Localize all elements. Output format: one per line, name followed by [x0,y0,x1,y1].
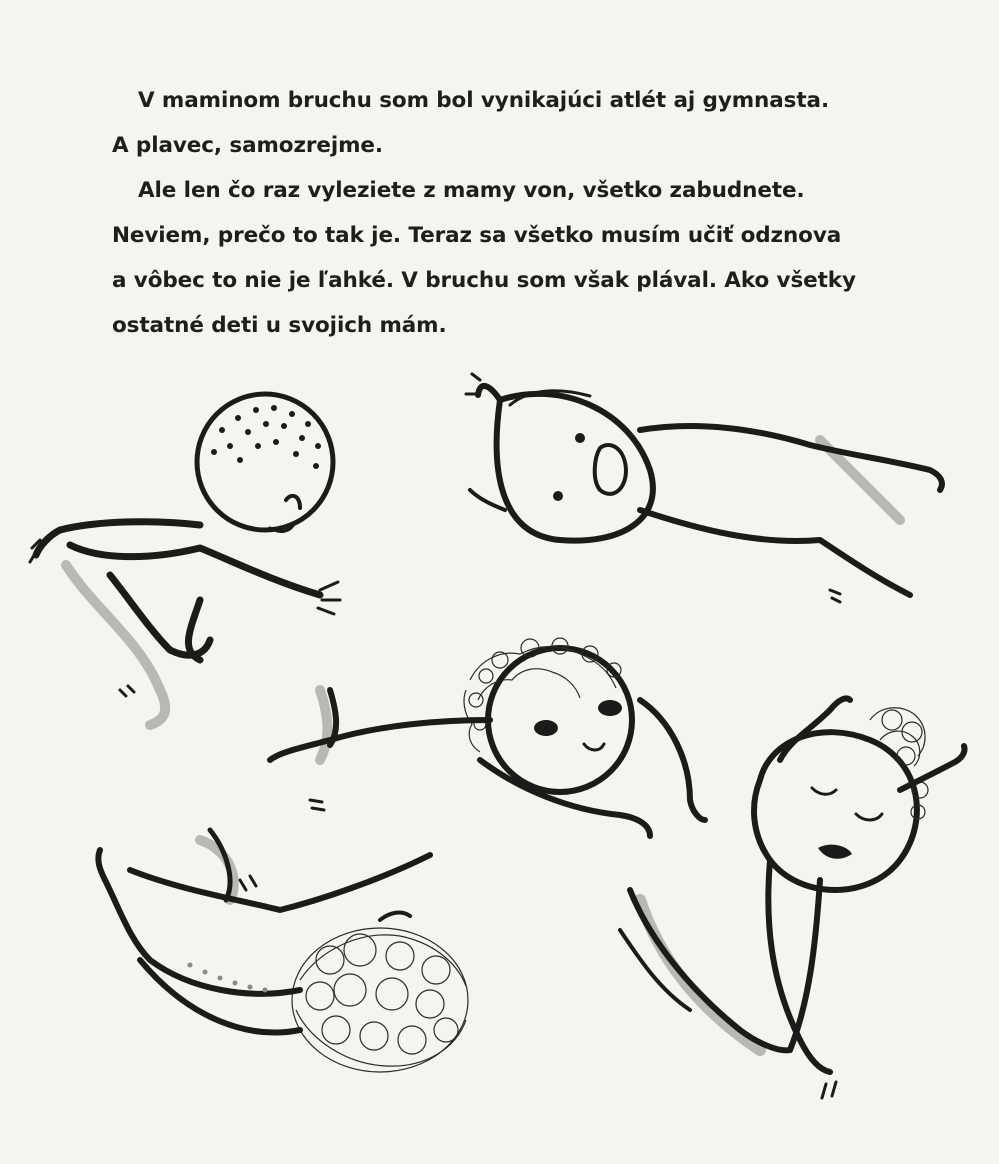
text-line: V maminom bruchu som bol vynikajúci atlét aj gymnasta. [138,88,830,113]
text-line: a vôbec to nie je ľahké. V bruchu som však plával. Ako všetky [112,268,856,293]
text-line: Neviem, prečo to tak je. Teraz sa všetko musím učiť odznova [112,223,842,248]
baby-figure [620,698,965,1098]
baby-figure [466,374,942,602]
baby-figure [30,394,340,725]
text-line: ostatné deti u svojich mám. [112,313,447,338]
baby-figure [270,638,705,836]
text-line: A plavec, samozrejme. [112,133,383,158]
baby-figure [98,830,468,1072]
text-line: Ale len čo raz vyleziete z mamy von, všetko zabudnete. [138,178,805,203]
